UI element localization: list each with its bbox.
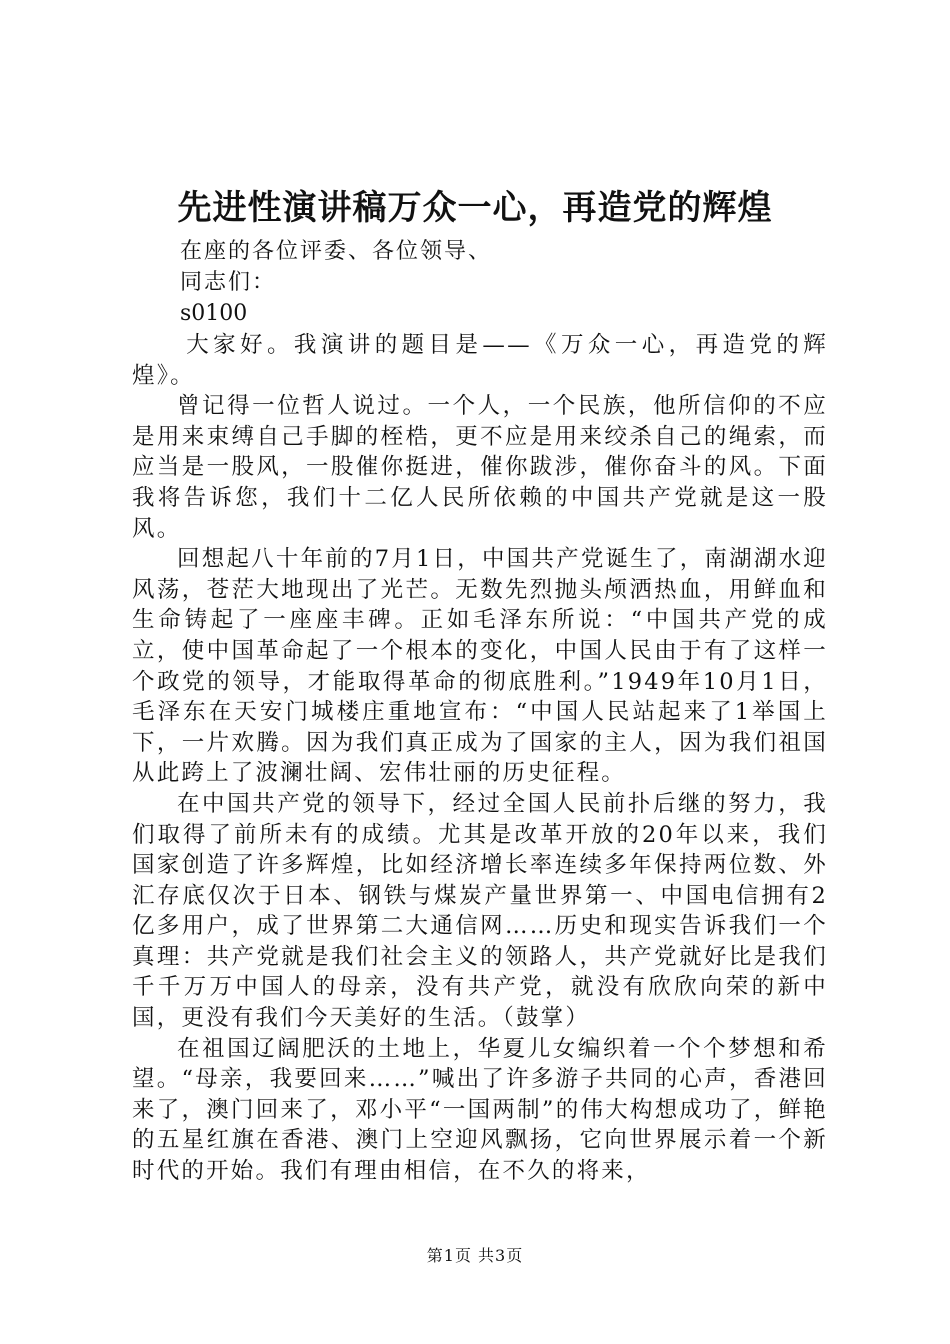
paragraph-text: 大家好。我演讲的题目是——《万众一心，再造党的辉煌》。 (132, 332, 828, 389)
paragraph: 在祖国辽阔肥沃的土地上，华夏儿女编织着一个个梦想和希望。“母亲，我要回来……”喊出了许多游子共同的心声，香港回来了，澳门回来了，邓小平“一国两制”的伟大构想成功了，鲜艳的五星红旗在香港、澳门上空迎风飘扬，它向世界展示着一个新时代的开始。我们有理由相信，在不久的将来， (132, 1035, 828, 1185)
document-title: 先进性演讲稿万众一心，再造党的辉煌 (177, 188, 773, 228)
salutation-line-1: 在座的各位评委、各位领导、 (180, 239, 493, 264)
paragraph: 曾记得一位哲人说过。一个人，一个民族，他所信仰的不应是用来束缚自己手脚的桎梏，更不应是用来绞杀自己的绳索，而应当是一股风，一股催你挺进，催你跋涉，催你奋斗的风。下面我将告诉您，我们十二亿人民所依赖的中国共产党就是这一股风。 (132, 393, 828, 542)
paragraph-opening (132, 330, 828, 391)
page-footer: 第1页 共3页 (426, 1246, 524, 1265)
document-body (132, 330, 828, 1187)
paragraph: 在中国共产党的领导下，经过全国人民前扑后继的努力，我们取得了前所未有的成绩。尤其是改革开放的20年以来，我们国家创造了许多辉煌，比如经济增长率连续多年保持两位数、外汇存底仅次于日本、钢铁与煤炭产量世界第一、中国电信拥有2亿多用户，成了世界第二大通信网……历史和现实告诉我们一个真理：共产党就是我们社会主义的领路人，共产党就好比是我们千千万万中国人的母亲，没有共产党，就没有欣欣向荣的新中国，更没有我们今天美好的生活。（鼓掌） (132, 790, 828, 1032)
salutation-line-2: 同志们： (180, 270, 277, 295)
document-code: s0100 (180, 301, 248, 326)
paragraph: 回想起八十年前的7月1日，中国共产党诞生了，南湖湖水迎风荡，苍茫大地现出了光芒。无数先烈抛头颅洒热血，用鲜血和生命铸起了一座座丰碑。正如毛泽东所说：“中国共产党的成立，使中国革命起了一个根本的变化，中国人民由于有了这样一个政党的领导，才能取得革命的彻底胜利。”1949年10月1日，毛泽东在天安门城楼庄重地宣布：“中国人民站起来了1举国上下，一片欢腾。因为我们真正成为了国家的主人，因为我们祖国从此跨上了波澜壮阔、宏伟壮丽的历史征程。 (132, 546, 828, 787)
